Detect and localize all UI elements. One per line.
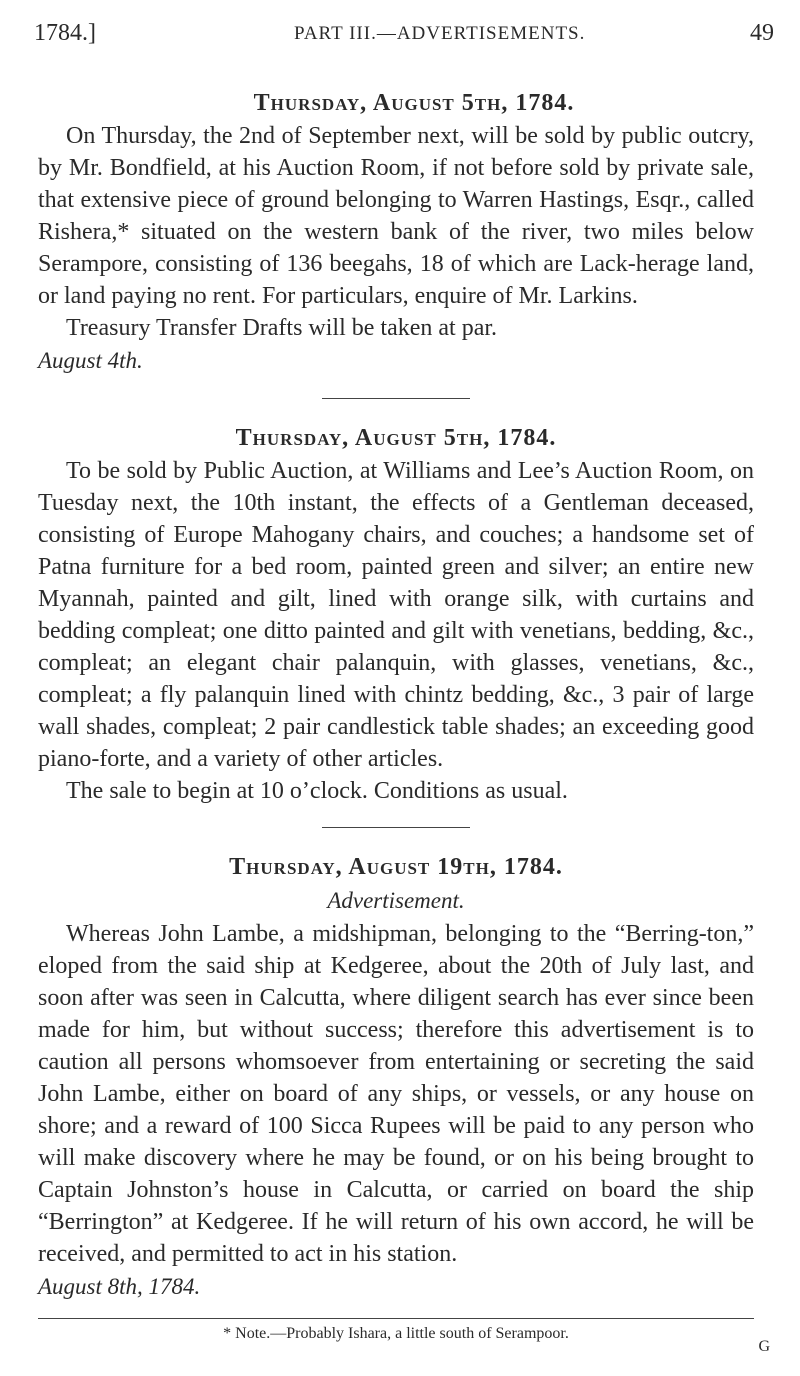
ad3-heading: Thursday, August 19th, 1784. (229, 854, 563, 880)
running-header (34, 20, 774, 60)
advertisement-3 (38, 850, 754, 1304)
separator-rule (322, 398, 470, 399)
footnote: * Note.—Probably Ishara, a little south of Serampoor. (223, 1325, 569, 1342)
header-section: PART III.—ADVERTISEMENTS. (294, 23, 586, 44)
advertisement-2 (38, 421, 754, 807)
page-content (38, 86, 754, 1345)
ad1-body: On Thursday, the 2nd of September next, will be sold by public outcry, by Mr. Bondfield, at his Auction Room, if not before sold by private sale, that extensive piece of ground belonging to Warren Hastings, Esqr., called Rishera,* situated on the western bank of the river, two miles below Serampore, consisting of 136 beegahs, 18 of which are Lack-herage land, or land paying no rent. For particulars, enquire of Mr. Larkins. (38, 123, 754, 309)
header-year: 1784.] (34, 20, 96, 46)
separator-rule (322, 827, 470, 828)
ad2-heading: Thursday, August 5th, 1784. (235, 425, 557, 451)
page-number: 49 (750, 20, 774, 46)
ad3-date: August 8th, 1784. (38, 1274, 201, 1299)
ad3-subheading: Advertisement. (327, 888, 465, 913)
ad2-body: To be sold by Public Auction, at Williams and Lee’s Auction Room, on Tuesday next, the 10th instant, the effects of a Gentleman deceased, consisting of Europe Mahogany chairs, and couches; a handsome set of Patna furniture for a bed room, painted green and silver; an entire new Myannah, painted and gilt, lined with orange silk, with curtains and bedding compleat; one ditto painted and gilt with venetians, bedding, &c., compleat; an elegant chair palanquin, with glasses, venetians, &c., compleat; a fly palanquin lined with chintz bedding, &c., 3 pair of large wall shades, compleat; 2 pair candlestick table shades; an exceeding good piano-forte, and a variety of other articles. (38, 458, 754, 772)
ad1-note: Treasury Transfer Drafts will be taken at par. (66, 315, 498, 341)
ad2-note: The sale to begin at 10 o’clock. Conditions as usual. (66, 778, 568, 804)
ad1-date: August 4th. (38, 348, 143, 373)
advertisement-1 (38, 86, 754, 378)
footnote-rule (38, 1318, 754, 1319)
signature-mark: G (758, 1338, 770, 1355)
ad3-body: Whereas John Lambe, a midshipman, belonging to the “Berring-ton,” eloped from the said ship at Kedgeree, about the 20th of July last, and soon after was seen in Calcutta, where diligent search has ever since been made for him, but without success; therefore this advertisement is to caution all persons whomsoever from entertaining or secreting the said John Lambe, either on board of any ships, or vessels, or any house on shore; and a reward of 100 Sicca Rupees will be paid to any person who will make discovery where he may be found, or on his being brought to Captain Johnston’s house in Calcutta, or carried on board the ship “Berrington” at Kedgeree. If he will return of his own accord, he will be received, and permitted to act in his station. (38, 921, 754, 1267)
ad1-heading: Thursday, August 5th, 1784. (253, 90, 575, 116)
